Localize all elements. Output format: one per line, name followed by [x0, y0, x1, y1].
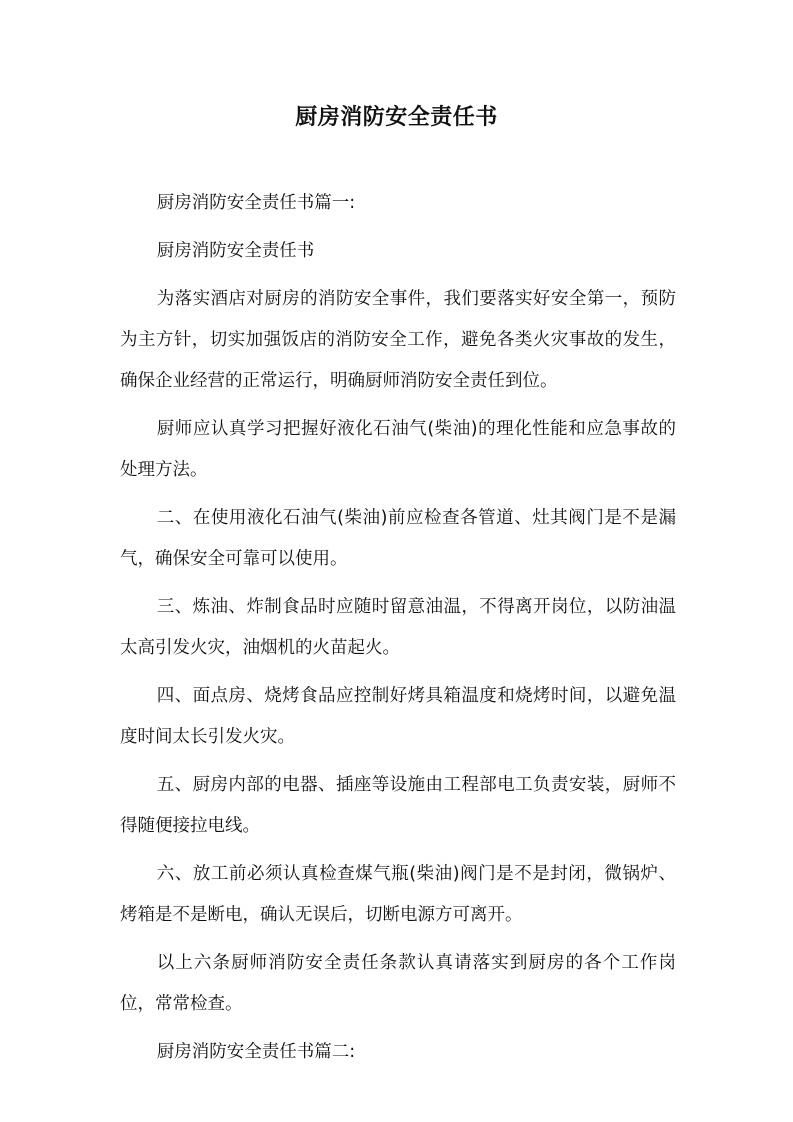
- clause-two: 二、在使用液化石油气(柴油)前应检查各管道、灶其阀门是不是漏气，确保安全可靠可以使用。: [120, 508, 676, 569]
- clause-four: 四、面点房、烧烤食品应控制好烤具箱温度和烧烤时间，以避免温度时间太长引发火灾。: [120, 686, 676, 747]
- clause-three: 三、炼油、炸制食品时应随时留意油温，不得离开岗位，以防油温太高引发火灾，油烟机的火苗起火。: [120, 597, 676, 658]
- document-subtitle: 厨房消防安全责任书: [156, 241, 315, 261]
- section-heading-part-two: 厨房消防安全责任书篇二:: [156, 1042, 356, 1062]
- section-heading-part-one: 厨房消防安全责任书篇一:: [156, 193, 356, 213]
- document-title: 厨房消防安全责任书: [295, 105, 498, 130]
- document-body: [120, 183, 676, 1080]
- clause-six: 六、放工前必须认真检查煤气瓶(柴油)阀门是不是封闭，微锅炉、烤箱是不是断电，确认无误后，切断电源方可离开。: [120, 864, 676, 925]
- clause-five: 五、厨房内部的电器、插座等设施由工程部电工负责安装，厨师不得随便接拉电线。: [120, 775, 676, 836]
- intro-paragraph: 为落实酒店对厨房的消防安全事件，我们要落实好安全第一，预防为主方针，切实加强饭店的消防安全工作，避免各类火灾事故的发生，确保企业经营的正常运行，明确厨师消防安全责任到位。: [120, 289, 676, 391]
- closing-paragraph: 以上六条厨师消防安全责任条款认真请落实到厨房的各个工作岗位，常常检查。: [120, 953, 676, 1014]
- clause-one: 厨师应认真学习把握好液化石油气(柴油)的理化性能和应急事故的处理方法。: [120, 419, 676, 480]
